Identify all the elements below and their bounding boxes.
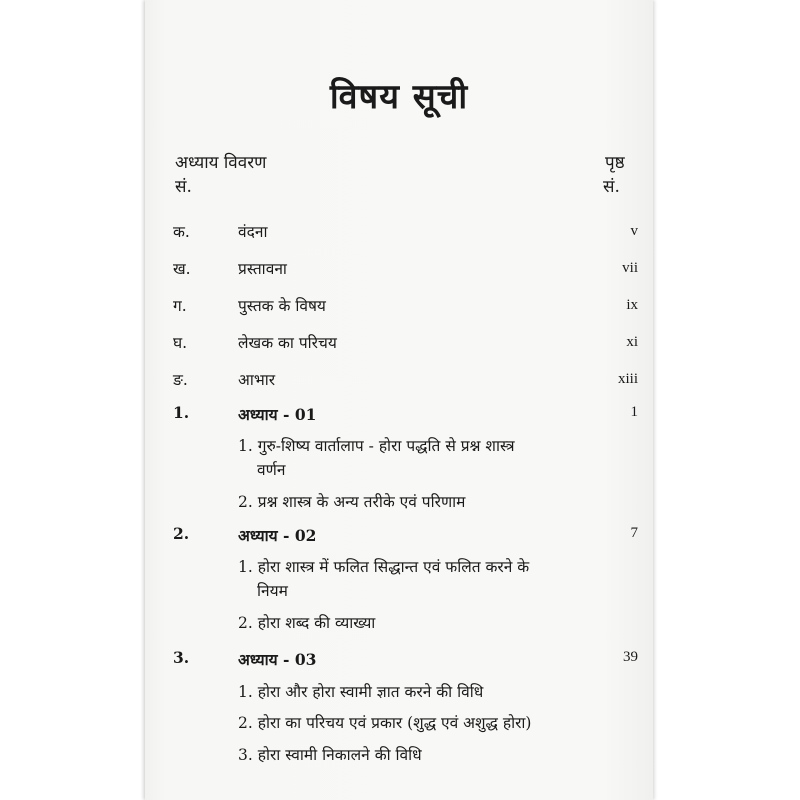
entry-page: xi [626, 334, 638, 350]
chapter-item: 1. गुरु-शिष्य वार्तालाप - होरा पद्धति से प्रश्न शास्त्र [238, 437, 515, 455]
chapter-item-continued: नियम [257, 582, 288, 600]
entry-text: आभार [238, 371, 276, 389]
page-column-header: पृष्ठ [605, 153, 625, 173]
book-page [145, 0, 653, 800]
entry-page: ix [626, 297, 638, 313]
chapter-number: 2. [173, 524, 190, 543]
entry-label: ग. [173, 297, 187, 315]
page-title: विषय सूची [329, 77, 469, 117]
chapter-item: 2. प्रश्न शास्त्र के अन्य तरीके एवं परिणाम [238, 493, 466, 511]
chapter-title: अध्याय - 03 [238, 650, 317, 669]
entry-page: xiii [617, 371, 638, 387]
entry-text: लेखक का परिचय [238, 334, 337, 352]
chapter-column-header-sub: सं. [175, 177, 192, 197]
page-column-header-sub: सं. [603, 177, 620, 197]
entry-page: v [630, 223, 638, 239]
entry-text: वंदना [238, 223, 268, 241]
chapter-title: अध्याय - 01 [238, 405, 317, 424]
chapter-page: 39 [623, 649, 638, 665]
chapter-number: 1. [173, 403, 190, 422]
chapter-item: 1. होरा और होरा स्वामी ज्ञात करने की विधि [238, 683, 484, 701]
chapter-number: 3. [173, 648, 190, 667]
entry-label: ख. [173, 260, 191, 278]
entry-label: घ. [173, 334, 188, 352]
chapter-item: 3. होरा स्वामी निकालने की विधि [238, 746, 422, 764]
chapter-page: 1 [630, 404, 638, 420]
chapter-title: अध्याय - 02 [238, 526, 317, 545]
entry-text: प्रस्तावना [238, 260, 287, 278]
entry-page: vii [622, 260, 638, 276]
chapter-item-continued: वर्णन [257, 461, 286, 479]
chapter-page: 7 [630, 525, 638, 541]
chapter-item: 1. होरा शास्त्र में फलित सिद्धान्त एवं फलित करने के [238, 558, 530, 576]
chapter-item: 2. होरा शब्द की व्याख्या [238, 614, 376, 632]
entry-label: क. [173, 223, 190, 241]
entry-label: ङ. [173, 371, 188, 389]
chapter-item: 2. होरा का परिचय एवं प्रकार (शुद्ध एवं अशुद्ध होरा) [238, 714, 532, 732]
entry-text: पुस्तक के विषय [238, 297, 326, 315]
chapter-column-header: अध्याय विवरण [175, 153, 267, 173]
